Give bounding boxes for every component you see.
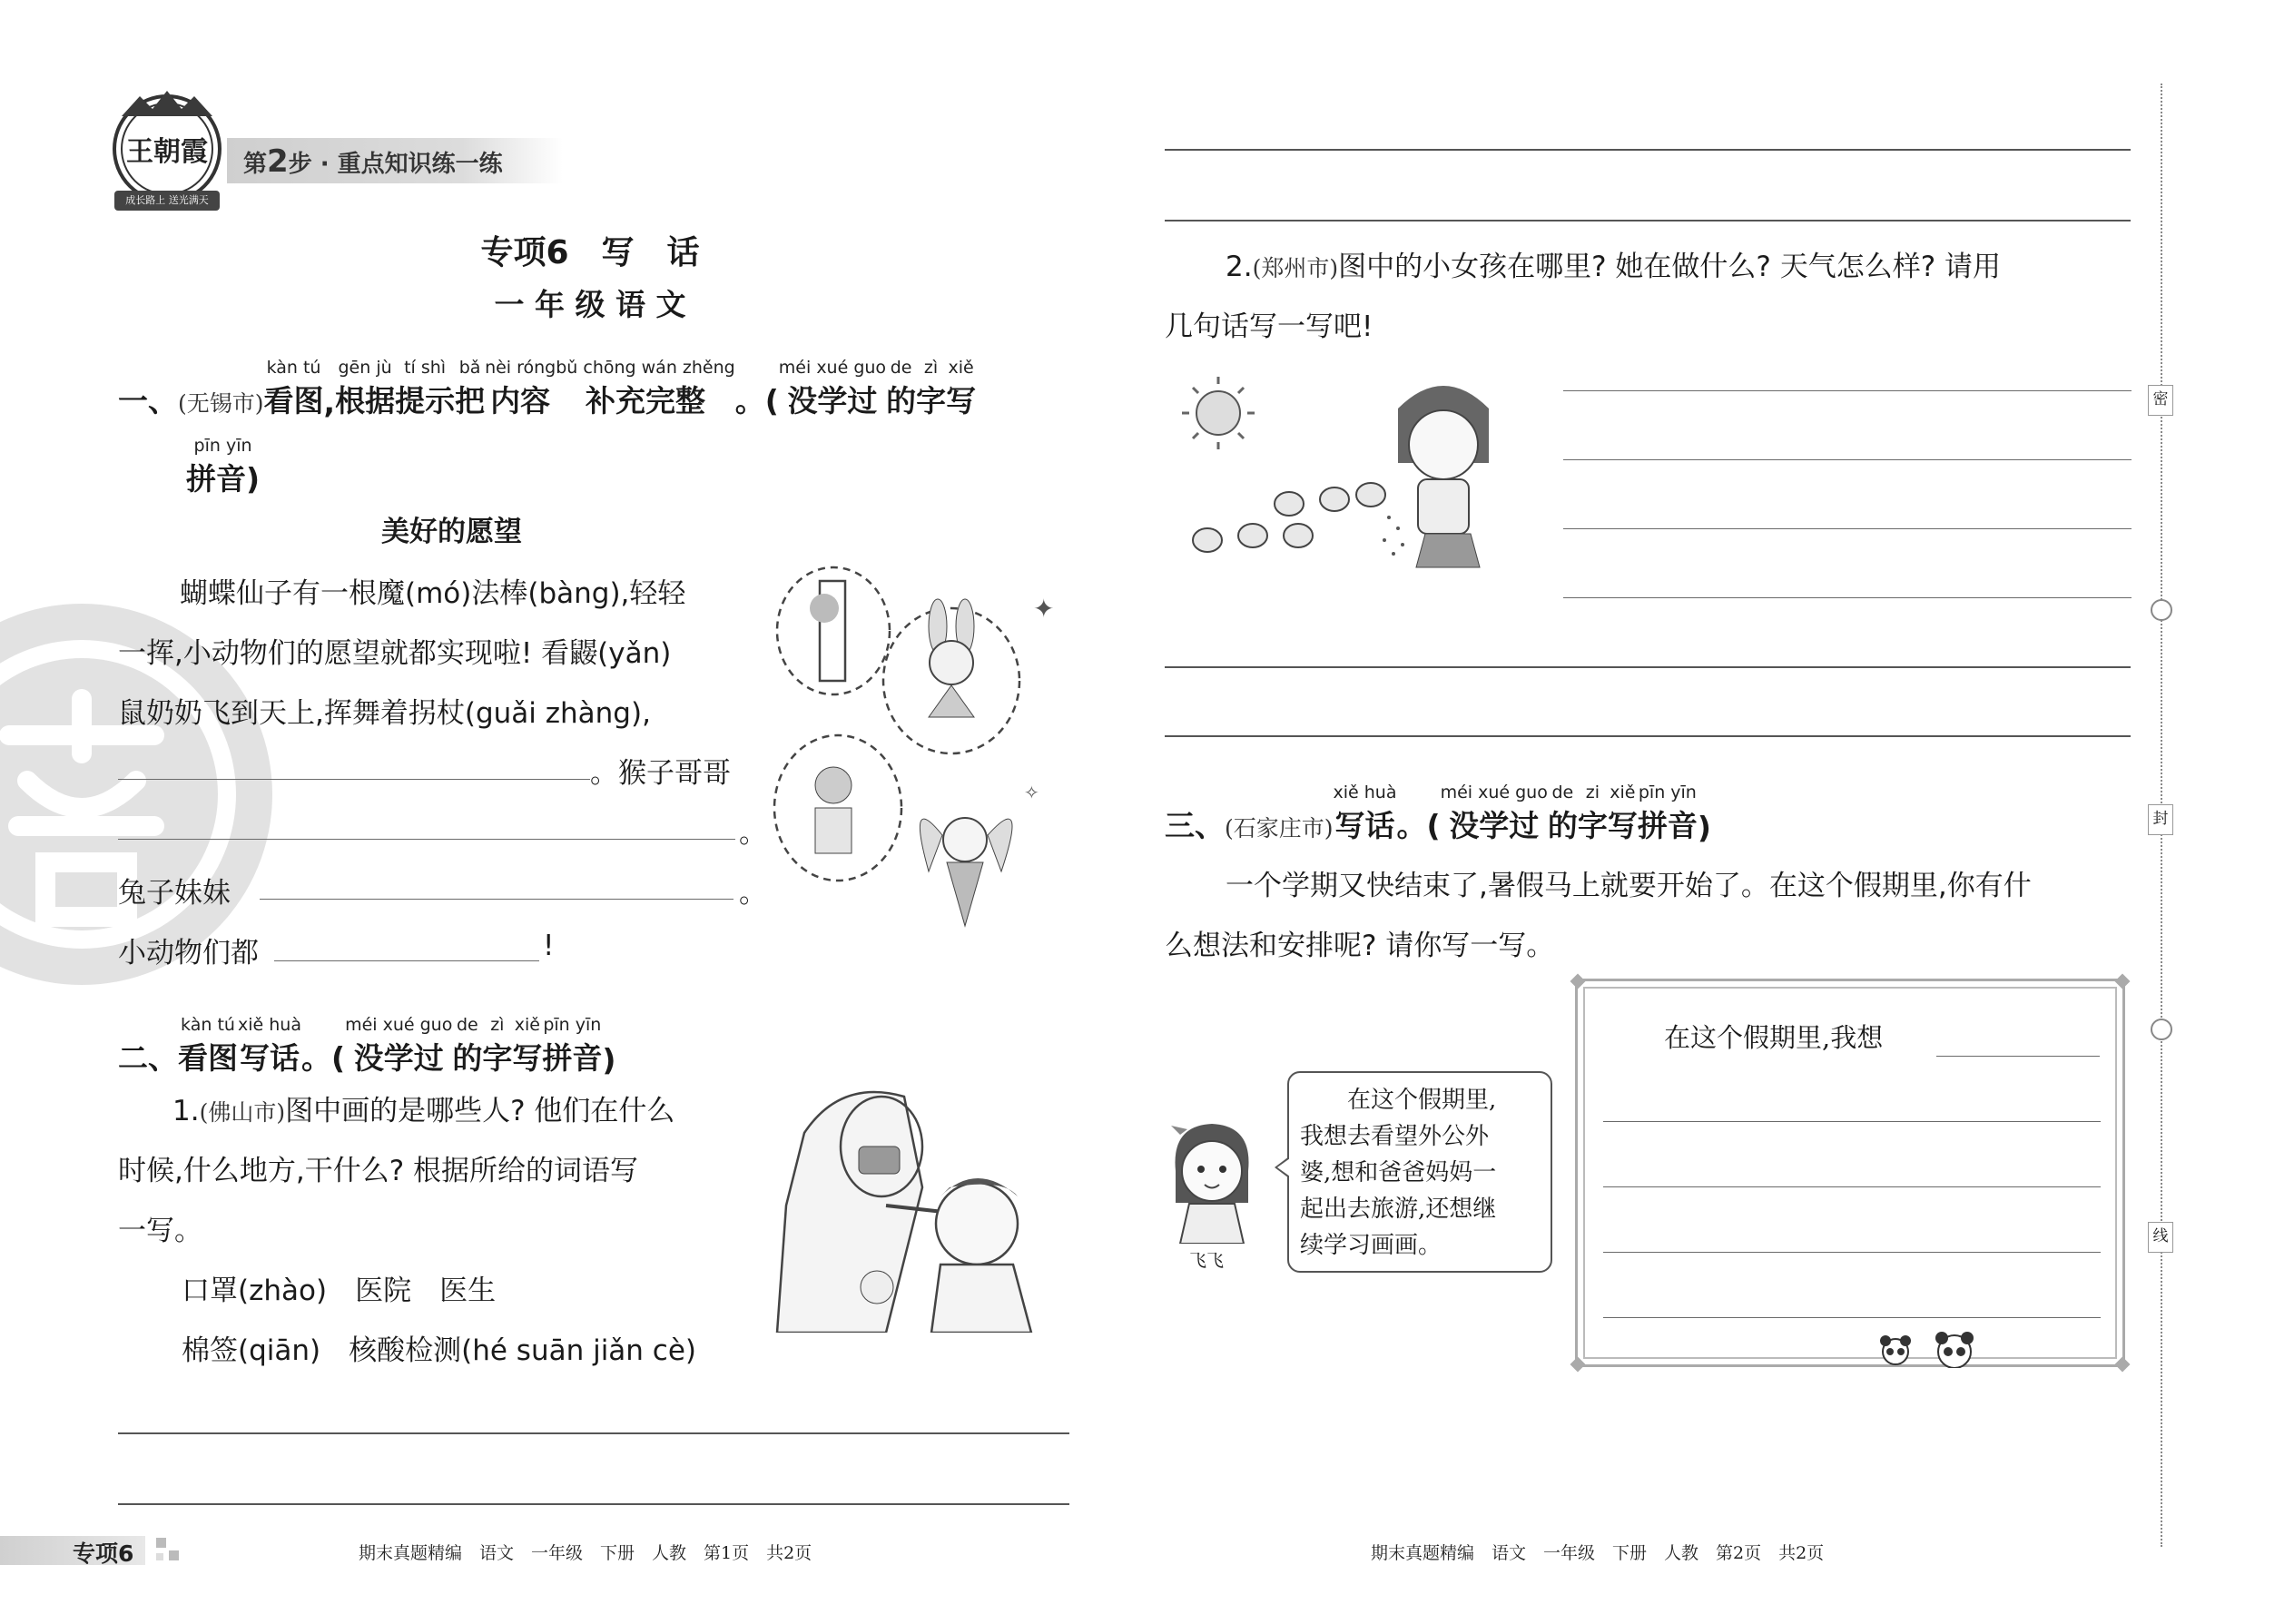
bubble-text: [1300, 1082, 1540, 1264]
footer-section-label: 专项6: [73, 1540, 134, 1567]
step-banner: [227, 138, 563, 183]
hanzi: 写: [946, 383, 977, 418]
pinyin: de: [456, 1015, 478, 1035]
pinyin-group: [946, 358, 976, 420]
q3-line-1: 一个学期又快结束了,暑假马上就要开始了。在这个假期里,你有什: [1226, 870, 2032, 902]
logo-subtitle: 成长路上 送光满天: [125, 194, 209, 206]
hanzi: 没学过: [787, 383, 878, 418]
frame-prompt: 在这个假期里,我想: [1664, 1022, 1884, 1053]
pinyin: xiě: [514, 1015, 540, 1035]
step-number: 2: [267, 143, 289, 180]
nucleic-test-illustration: [768, 1060, 1077, 1336]
story-line-1: 蝴蝶仙子有一根魔(mó)法棒(bàng),轻轻: [180, 577, 686, 610]
side-mark-feng: 封: [2148, 804, 2173, 835]
pinyin: de: [1551, 782, 1574, 802]
pinyin-group: [1548, 782, 1578, 845]
hanzi: 写话: [1334, 808, 1395, 843]
hanzi: 字: [916, 383, 947, 418]
publisher-logo: [107, 89, 227, 221]
pinyin: méi xué guo: [345, 1015, 453, 1035]
hanzi: 写: [1607, 808, 1638, 843]
bubble-line: 续学习画画。: [1300, 1232, 1442, 1259]
pinyin-group: [301, 1015, 345, 1078]
fill-4-suffix: !: [543, 930, 555, 962]
bubble-line: 在这个假期里,: [1347, 1087, 1497, 1114]
hanzi: ): [1697, 810, 1711, 845]
q2-instruction: [178, 1015, 616, 1078]
pinyin-group: [1441, 782, 1548, 845]
answer-line[interactable]: [118, 779, 590, 780]
q3-city: (石家庄市): [1225, 815, 1334, 842]
footer-left: 期末真题精编 语文 一年级 下册 人教 第1页 共2页: [359, 1543, 812, 1563]
pinyin: zì: [490, 1015, 505, 1035]
hanzi: 字: [1577, 808, 1608, 843]
footer-section-tab: [0, 1536, 145, 1565]
pinyin-group: [238, 1015, 301, 1078]
pinyin: xiě huà: [238, 1015, 301, 1035]
binding-hole-icon: [2151, 599, 2172, 621]
fill-1-suffix: 。猴子哥哥: [590, 757, 731, 790]
q3-heading: [1165, 782, 1711, 845]
hanzi: 提示: [395, 383, 456, 418]
page-subtitle: 一 年 级 语 文: [494, 287, 686, 322]
girl-feeding-chicks-illustration: [1180, 372, 1525, 585]
answer-line[interactable]: [1563, 597, 2132, 598]
hanzi: 看图: [178, 1040, 238, 1076]
pinyin-group: [485, 358, 556, 420]
pinyin-group: [779, 358, 886, 420]
answer-line[interactable]: [1603, 1317, 2101, 1318]
hanzi: 把: [455, 383, 486, 418]
step-prefix: 第: [243, 151, 268, 178]
pinyin-group: [512, 1015, 542, 1078]
footer-deco-squares: [156, 1538, 183, 1569]
q2-sub2-line2: 几句话写一写吧!: [1165, 310, 1373, 343]
hanzi: 写话: [239, 1040, 300, 1076]
q1-number: 一、: [118, 383, 178, 418]
story-title: 美好的愿望: [381, 516, 522, 548]
pinyin-group: [324, 365, 336, 420]
answer-line[interactable]: [118, 1432, 1069, 1434]
q2-sub1-number: 1.: [172, 1095, 200, 1127]
hanzi: 的: [886, 383, 917, 418]
q2-sub1-line3: 一写。: [118, 1215, 202, 1247]
q2-sub1-line1: [172, 1088, 674, 1128]
logo-text: 王朝霞: [126, 136, 208, 168]
step-label: 步 · 重点知识练一练: [288, 151, 503, 178]
answer-line[interactable]: [1603, 1252, 2101, 1253]
writing-frame: [1575, 979, 2125, 1367]
pinyin-group: [345, 1015, 452, 1078]
q2-heading: [118, 1015, 615, 1078]
pinyin-group: [1334, 782, 1397, 845]
pinyin: de: [890, 358, 912, 378]
pinyin: [1397, 782, 1441, 802]
pinyin-group: [452, 1015, 482, 1078]
q3-line-2: 么想法和安排呢? 请你写一写。: [1165, 930, 1555, 962]
pinyin: [1698, 790, 1711, 810]
answer-line[interactable]: [1165, 149, 2131, 151]
q2-sub2-number: 2.: [1226, 251, 1253, 283]
pinyin-group: [482, 1015, 512, 1078]
bubble-line: 我想去看望外公外: [1300, 1123, 1490, 1150]
hanzi: 。(: [300, 1040, 346, 1076]
pinyin: [602, 1022, 615, 1042]
hanzi: 。(: [734, 383, 779, 418]
girl-feifei-illustration: [1162, 1117, 1262, 1247]
story-line-3: 鼠奶奶飞到天上,挥舞着拐杖(guǎi zhàng),: [118, 697, 651, 730]
answer-line[interactable]: [1165, 220, 2131, 221]
pinyin-group: [264, 358, 324, 420]
answer-line[interactable]: [118, 839, 735, 840]
pinyin: zì: [923, 358, 939, 378]
pinyin: zi: [1585, 782, 1600, 802]
pinyin: méi xué guo: [778, 358, 887, 378]
hanzi: ,: [323, 385, 336, 420]
answer-line[interactable]: [1165, 735, 2131, 737]
q2-word-list-1: 口罩(zhào) 医院 医生: [182, 1275, 497, 1307]
q2-sub2-city: (郑州市): [1252, 255, 1339, 281]
binding-hole-icon: [2151, 1019, 2172, 1040]
pinyin: xiě: [1610, 782, 1636, 802]
hanzi: 补充完整: [585, 383, 705, 418]
q2-sub1-line2: 时候,什么地方,干什么? 根据所给的词语写: [118, 1155, 639, 1187]
q2-sub2-text: 图中的小女孩在哪里? 她在做什么? 天气怎么样? 请用: [1338, 251, 2002, 283]
svg-text:✦: ✦: [1033, 594, 1055, 624]
pinyin-group: [395, 358, 455, 420]
answer-line[interactable]: [274, 960, 539, 961]
pinyin-group: [1698, 790, 1711, 845]
pinyin: xiě huà: [1333, 782, 1397, 802]
pinyin-group: [1638, 782, 1698, 845]
fairy-wishes-illustration: [770, 563, 1078, 948]
pinyin: pīn yīn: [543, 1015, 602, 1035]
pinyin: kàn tú: [266, 358, 321, 378]
pinyin-group: [542, 1015, 602, 1078]
girl-name: 飞飞: [1189, 1251, 1225, 1271]
page-title: 专项6 写 话: [480, 234, 700, 271]
answer-line[interactable]: [1165, 666, 2131, 668]
hanzi: 写: [512, 1040, 543, 1076]
q1-city: (无锡市): [178, 390, 264, 417]
hanzi: 看图: [263, 383, 324, 418]
pinyin-group: [916, 358, 946, 420]
pinyin: bǎ: [458, 358, 481, 378]
pinyin-group: [1578, 782, 1608, 845]
fill-2-suffix: 。: [739, 817, 767, 850]
q1-line2-pinyin: pīn yīn: [193, 436, 252, 456]
pinyin-group: [455, 358, 485, 420]
pinyin-group: [1608, 782, 1638, 845]
pinyin-group: [178, 1015, 238, 1078]
pinyin-group: [556, 358, 734, 420]
hanzi: 的: [452, 1040, 483, 1076]
q2-word-list-2: 棉签(qiān) 核酸检测(hé suān jiǎn cè): [182, 1334, 697, 1367]
answer-line[interactable]: [1563, 459, 2132, 460]
answer-line[interactable]: [1603, 1121, 2101, 1122]
pinyin: kàn tú: [181, 1015, 235, 1035]
fill-3-suffix: 。: [739, 877, 767, 910]
q2-sub1-text: 图中画的是哪些人? 他们在什么: [285, 1095, 675, 1127]
answer-line[interactable]: [118, 1503, 1069, 1505]
pinyin: gēn jù: [338, 358, 392, 378]
side-mark-xian: 线: [2148, 1222, 2173, 1253]
q1-line2-text: 拼音): [186, 461, 261, 497]
hanzi: 根据: [335, 383, 396, 418]
q3-instruction: [1333, 782, 1711, 845]
q1-instruction: [263, 358, 977, 420]
hanzi: 拼音: [1637, 808, 1698, 843]
footer-right: 期末真题精编 语文 一年级 下册 人教 第2页 共2页: [1371, 1543, 1825, 1563]
speech-bubble: [1287, 1071, 1552, 1273]
answer-line[interactable]: [1563, 528, 2132, 529]
fill-3-prefix: 兔子妹妹: [118, 877, 231, 910]
pinyin: [301, 1015, 345, 1035]
q2-sub1-city: (佛山市): [199, 1099, 286, 1126]
pinyin-group: [335, 358, 395, 420]
pinyin-group: [602, 1022, 615, 1078]
hanzi: ): [602, 1042, 616, 1078]
q3-number: 三、: [1165, 808, 1225, 843]
pinyin: [324, 365, 336, 385]
story-line-2: 一挥,小动物们的愿望就都实现啦! 看鼹(yǎn): [118, 637, 672, 670]
side-mark-mi: 密: [2148, 385, 2173, 416]
q2-sub2-line1: [1226, 243, 2001, 284]
pinyin: méi xué guo: [1440, 782, 1548, 802]
answer-line[interactable]: [1936, 1056, 2100, 1057]
pinyin: [735, 358, 779, 378]
answer-line[interactable]: [1563, 390, 2132, 391]
pinyin: nèi róng: [485, 358, 556, 378]
panda-decoration: [1877, 1332, 2004, 1372]
q2-number: 二、: [118, 1040, 178, 1076]
hanzi: 字: [482, 1040, 513, 1076]
q1-heading: [118, 358, 976, 420]
svg-text:✧: ✧: [1024, 782, 1039, 803]
answer-line[interactable]: [260, 899, 733, 900]
hanzi: 没学过: [1449, 808, 1540, 843]
pinyin: bǔ chōng wán zhěng: [556, 358, 735, 378]
hanzi: 内容: [490, 383, 551, 418]
q1-line2: [186, 436, 260, 498]
hanzi: 。(: [1396, 808, 1441, 843]
hanzi: 没学过: [353, 1040, 444, 1076]
answer-line[interactable]: [1603, 1186, 2101, 1187]
pinyin-group: [1397, 782, 1441, 845]
pinyin: tí shì: [404, 358, 447, 378]
pinyin-group: [735, 358, 779, 420]
pinyin: pīn yīn: [1638, 782, 1697, 802]
pinyin-group: [886, 358, 916, 420]
bubble-line: 婆,想和爸爸妈妈一: [1300, 1159, 1497, 1186]
pinyin: xiě: [948, 358, 974, 378]
hanzi: 的: [1547, 808, 1578, 843]
hanzi: 拼音: [542, 1040, 603, 1076]
fill-4-prefix: 小动物们都: [118, 937, 259, 969]
bubble-line: 起出去旅游,还想继: [1300, 1196, 1497, 1223]
